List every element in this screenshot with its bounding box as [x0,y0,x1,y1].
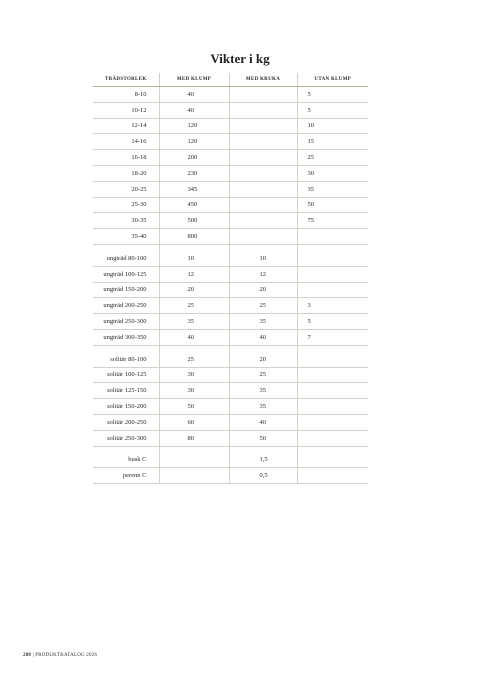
with-pot-cell: 35 [229,314,297,330]
with-pot-cell: 35 [229,399,297,415]
without-rootball-cell [297,399,368,415]
table-body [93,87,368,484]
with-rootball-cell [159,453,229,468]
table-row [93,282,368,298]
weights-table [93,73,368,484]
page-number: 280 [23,653,32,658]
with-pot-cell: 25 [229,298,297,314]
with-pot-cell: 0,5 [229,468,297,484]
table-header-row [93,73,368,87]
with-rootball-cell: 50 [159,399,229,415]
with-rootball-cell: 120 [159,134,229,150]
with-pot-cell [229,181,297,197]
table-row [93,134,368,150]
size-cell: 35-40 [93,229,159,245]
footer-separator: | [32,653,34,658]
without-rootball-cell [297,453,368,468]
table-row [93,150,368,166]
size-cell: 16-18 [93,150,159,166]
header-without-rootball: UTAN KLUMP [297,73,368,87]
with-rootball-cell: 40 [159,329,229,345]
table-row [93,181,368,197]
with-rootball-cell: 12 [159,266,229,282]
without-rootball-cell: 5 [297,102,368,118]
without-rootball-cell: 7 [297,329,368,345]
with-pot-cell: 40 [229,414,297,430]
with-rootball-cell: 10 [159,251,229,266]
table-row [93,453,368,468]
size-cell: ungträd 150-200 [93,282,159,298]
without-rootball-cell [297,251,368,266]
with-rootball-cell: 40 [159,87,229,103]
with-pot-cell: 12 [229,266,297,282]
size-cell: ungträd 80-100 [93,251,159,266]
table-row [93,414,368,430]
table-row [93,165,368,181]
without-rootball-cell: 30 [297,165,368,181]
page-title: Vikter i kg [210,51,270,66]
size-cell: 8-10 [93,87,159,103]
with-rootball-cell: 80 [159,430,229,446]
with-pot-cell [229,102,297,118]
without-rootball-cell [297,414,368,430]
without-rootball-cell [297,468,368,484]
with-pot-cell: 40 [229,329,297,345]
without-rootball-cell [297,229,368,245]
table-row [93,367,368,383]
with-rootball-cell: 800 [159,229,229,245]
with-rootball-cell: 200 [159,150,229,166]
without-rootball-cell: 50 [297,197,368,213]
table-row [93,430,368,446]
with-rootball-cell: 345 [159,181,229,197]
page-footer [23,653,97,658]
without-rootball-cell: 3 [297,298,368,314]
header-with-rootball: MED KLUMP [159,73,229,87]
table-row [93,87,368,103]
with-pot-cell: 20 [229,282,297,298]
with-rootball-cell: 25 [159,298,229,314]
size-cell: solitär 125-150 [93,383,159,399]
size-cell: solitär 200-250 [93,414,159,430]
with-rootball-cell: 450 [159,197,229,213]
table-row [93,352,368,367]
without-rootball-cell: 35 [297,181,368,197]
size-cell: 25-30 [93,197,159,213]
with-rootball-cell: 25 [159,352,229,367]
with-rootball-cell [159,468,229,484]
table-row [93,118,368,134]
without-rootball-cell [297,430,368,446]
table-row [93,197,368,213]
with-pot-cell [229,197,297,213]
size-cell: solitär 80-100 [93,352,159,367]
table-row [93,329,368,345]
without-rootball-cell: 5 [297,314,368,330]
size-cell: 30-35 [93,213,159,229]
without-rootball-cell: 75 [297,213,368,229]
without-rootball-cell [297,367,368,383]
with-rootball-cell: 30 [159,367,229,383]
size-cell: solitär 100-125 [93,367,159,383]
without-rootball-cell: 15 [297,134,368,150]
with-pot-cell: 1,5 [229,453,297,468]
with-rootball-cell: 230 [159,165,229,181]
size-cell: 14-16 [93,134,159,150]
with-rootball-cell: 40 [159,102,229,118]
size-cell: perenn C [93,468,159,484]
without-rootball-cell: 25 [297,150,368,166]
with-pot-cell [229,118,297,134]
table-row [93,383,368,399]
without-rootball-cell [297,383,368,399]
size-cell: ungträd 100-125 [93,266,159,282]
without-rootball-cell [297,266,368,282]
table-row [93,229,368,245]
size-cell: 12-14 [93,118,159,134]
header-tree-size: TRÄDSTORLEK [93,73,159,87]
with-pot-cell [229,87,297,103]
size-cell: solitär 150-200 [93,399,159,415]
header-with-pot: MED KRUKA [229,73,297,87]
without-rootball-cell [297,282,368,298]
with-rootball-cell: 60 [159,414,229,430]
with-rootball-cell: 120 [159,118,229,134]
table-row [93,314,368,330]
with-pot-cell: 10 [229,251,297,266]
size-cell: 18-20 [93,165,159,181]
size-cell: 10-12 [93,102,159,118]
size-cell: ungträd 300-350 [93,329,159,345]
with-rootball-cell: 500 [159,213,229,229]
size-cell: 20-25 [93,181,159,197]
with-pot-cell [229,165,297,181]
with-pot-cell: 50 [229,430,297,446]
table-row [93,468,368,484]
table-row [93,251,368,266]
size-cell: ungträd 250-300 [93,314,159,330]
with-pot-cell: 20 [229,352,297,367]
with-rootball-cell: 35 [159,314,229,330]
size-cell: busk C [93,453,159,468]
size-cell: solitär 250-300 [93,430,159,446]
without-rootball-cell: 10 [297,118,368,134]
with-pot-cell [229,213,297,229]
catalog-name: PRODUKTKATALOG 2026 [35,653,98,658]
with-rootball-cell: 30 [159,383,229,399]
table-row [93,266,368,282]
with-rootball-cell: 20 [159,282,229,298]
table-row [93,102,368,118]
with-pot-cell: 25 [229,367,297,383]
size-cell: ungträd 200-250 [93,298,159,314]
with-pot-cell [229,134,297,150]
table-row [93,213,368,229]
with-pot-cell [229,150,297,166]
with-pot-cell: 35 [229,383,297,399]
table-row [93,399,368,415]
table-row [93,298,368,314]
without-rootball-cell [297,352,368,367]
without-rootball-cell: 5 [297,87,368,103]
with-pot-cell [229,229,297,245]
